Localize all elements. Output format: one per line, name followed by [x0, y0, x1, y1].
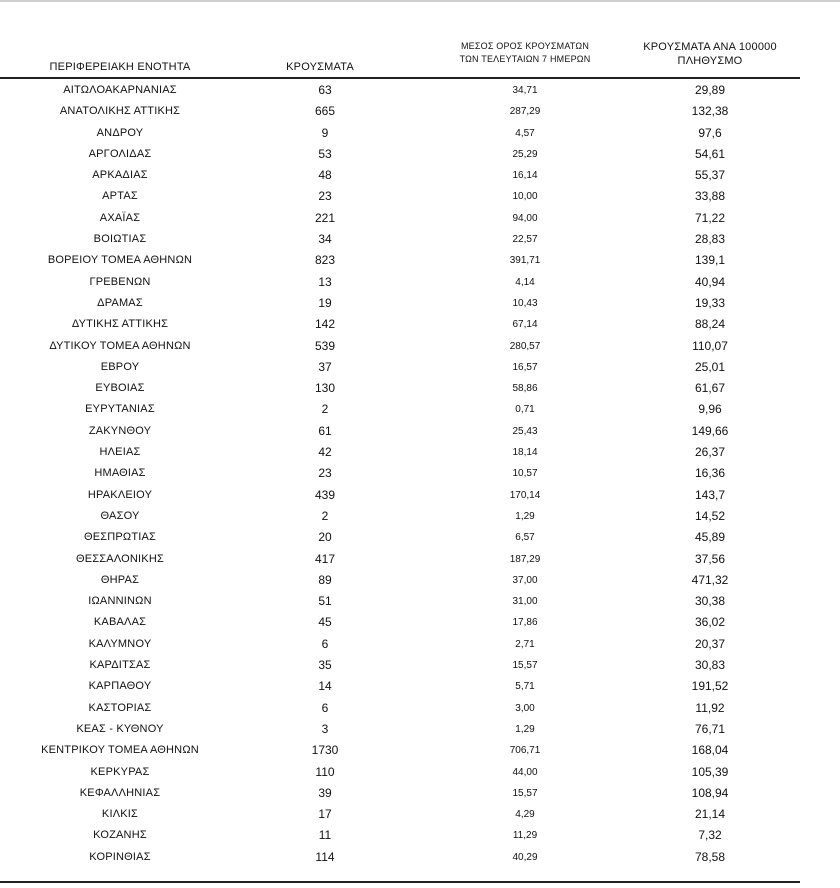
cell-avg-7-days: 4,14: [515, 276, 535, 288]
cell-avg-7-days: 10,57: [512, 468, 538, 480]
cell-per-100k: 40,94: [694, 274, 726, 289]
cell-avg-7-days: 5,71: [515, 681, 535, 693]
bottom-divider: [0, 881, 800, 883]
cell-cases: 45: [318, 615, 332, 630]
table-row: [0, 144, 840, 165]
cell-region: ΚΟΡΙΝΘΙΑΣ: [89, 850, 151, 863]
table-row: [0, 123, 840, 144]
cell-avg-7-days: 187,29: [509, 553, 541, 565]
cell-region: ΔΥΤΙΚΗΣ ΑΤΤΙΚΗΣ: [71, 318, 169, 331]
cell-per-100k: 16,36: [694, 466, 726, 481]
cell-per-100k: 37,56: [694, 551, 726, 566]
table-row: [0, 740, 840, 761]
cell-avg-7-days: 6,57: [515, 532, 535, 544]
cell-region: ΘΑΣΟΥ: [100, 509, 140, 522]
cell-per-100k: 78,58: [694, 849, 726, 864]
table-row: [0, 250, 840, 271]
cell-avg-7-days: 1,29: [515, 510, 535, 522]
header-avg-line-1: ΜΕΣΟΣ ΟΡΟΣ ΚΡΟΥΣΜΑΤΩΝ: [460, 41, 590, 51]
cell-per-100k: 30,38: [694, 594, 726, 609]
cell-avg-7-days: 1,29: [515, 723, 535, 735]
cell-region: ΒΟΡΕΙΟΥ ΤΟΜΕΑ ΑΘΗΝΩΝ: [47, 254, 193, 267]
cell-per-100k: 11,92: [695, 700, 725, 715]
cell-cases: 42: [318, 445, 332, 460]
table-row: [0, 272, 840, 293]
cell-per-100k: 21,14: [694, 807, 726, 822]
cell-avg-7-days: 22,57: [512, 234, 538, 246]
table-row: [0, 378, 840, 399]
table-row: [0, 783, 840, 804]
cell-per-100k: 28,83: [694, 232, 726, 247]
cell-cases: 14: [318, 679, 332, 694]
cell-cases: 665: [314, 104, 336, 119]
cell-cases: 35: [318, 658, 332, 673]
cell-per-100k: 7,32: [698, 828, 722, 843]
cell-region: ΚΕΦΑΛΛΗΝΙΑΣ: [79, 786, 161, 799]
cell-region: ΚΑΡΠΑΘΟΥ: [88, 680, 152, 693]
table-row: [0, 719, 840, 740]
cell-region: ΗΛΕΙΑΣ: [99, 446, 141, 459]
table-row: [0, 698, 840, 719]
cell-avg-7-days: 25,29: [512, 148, 538, 160]
cell-cases: 110: [315, 764, 335, 779]
cell-per-100k: 88,24: [694, 317, 726, 332]
cell-cases: 539: [314, 338, 336, 353]
cell-avg-7-days: 37,00: [512, 574, 538, 586]
cell-per-100k: 149,66: [691, 423, 729, 438]
cell-avg-7-days: 287,29: [509, 106, 541, 118]
table-header: [0, 38, 840, 78]
cell-cases: 34: [318, 232, 332, 247]
cell-per-100k: 36,02: [694, 615, 726, 630]
cell-region: ΕΥΒΟΙΑΣ: [95, 382, 145, 395]
cell-avg-7-days: 2,71: [515, 638, 535, 650]
top-divider: [0, 0, 840, 2]
cell-per-100k: 105,39: [691, 764, 729, 779]
table-row: [0, 804, 840, 825]
cell-per-100k: 71,22: [694, 210, 726, 225]
table-row: [0, 570, 840, 591]
cell-region: ΚΑΒΑΛΑΣ: [93, 616, 147, 629]
table-row: [0, 549, 840, 570]
table-row: [0, 399, 840, 420]
table-row: [0, 80, 840, 101]
cell-region: ΓΡΕΒΕΝΩΝ: [89, 275, 151, 288]
cell-avg-7-days: 0,71: [515, 404, 535, 416]
cell-cases: 53: [318, 146, 332, 161]
cell-per-100k: 61,67: [694, 381, 726, 396]
cell-avg-7-days: 170,14: [509, 489, 541, 501]
cell-per-100k: 132,38: [691, 104, 729, 119]
cell-per-100k: 97,6: [698, 125, 722, 140]
cell-avg-7-days: 15,57: [512, 787, 538, 799]
cell-cases: 130: [314, 381, 336, 396]
cell-per-100k: 168,04: [691, 743, 729, 758]
cell-per-100k: 33,88: [694, 189, 726, 204]
cell-cases: 417: [314, 551, 336, 566]
cell-per-100k: 14,52: [694, 508, 726, 523]
cell-avg-7-days: 4,29: [515, 809, 535, 821]
table-row: [0, 314, 840, 335]
cell-per-100k: 9,96: [698, 402, 722, 417]
cell-region: ΚΕΝΤΡΙΚΟΥ ΤΟΜΕΑ ΑΘΗΝΩΝ: [41, 744, 199, 757]
cell-avg-7-days: 67,14: [512, 319, 538, 331]
cell-region: ΚΟΖΑΝΗΣ: [93, 829, 147, 842]
cell-cases: 221: [314, 210, 336, 225]
table-row: [0, 527, 840, 548]
cell-cases: 23: [318, 189, 332, 204]
cell-region: ΘΕΣΠΡΩΤΙΑΣ: [83, 531, 157, 544]
cell-avg-7-days: 15,57: [512, 660, 538, 672]
table-row: [0, 506, 840, 527]
cell-per-100k: 191,52: [691, 679, 729, 694]
cell-region: ΚΑΛΥΜΝΟΥ: [88, 637, 152, 650]
table-row: [0, 208, 840, 229]
cell-region: ΑΧΑΪΑΣ: [99, 211, 141, 224]
cell-region: ΑΡΚΑΔΙΑΣ: [92, 169, 148, 182]
cell-per-100k: 110,07: [692, 338, 728, 353]
cell-region: ΚΕΑΣ - ΚΥΘΝΟΥ: [76, 722, 164, 735]
cell-cases: 61: [318, 423, 332, 438]
cell-per-100k: 29,89: [694, 83, 726, 97]
cell-cases: 6: [321, 636, 329, 651]
cell-avg-7-days: 25,43: [512, 425, 538, 437]
cell-cases: 48: [318, 168, 332, 183]
cell-per-100k: 20,37: [694, 636, 726, 651]
table-row: [0, 825, 840, 846]
cell-avg-7-days: 11,29: [512, 830, 538, 842]
header-per-100k: [630, 40, 790, 68]
cell-per-100k: 143,7: [694, 487, 726, 502]
cell-region: ΗΜΑΘΙΑΣ: [94, 467, 146, 480]
table-row: [0, 336, 840, 357]
cell-per-100k: 76,71: [694, 721, 726, 736]
header-per100k-line-1: ΚΡΟΥΣΜΑΤΑ ΑΝΑ 100000: [643, 41, 777, 53]
cell-avg-7-days: 391,71: [509, 255, 541, 267]
table-row: [0, 442, 840, 463]
cell-cases: 23: [318, 466, 332, 481]
cell-cases: 11: [318, 828, 332, 843]
table-row: [0, 421, 840, 442]
cell-cases: 823: [314, 253, 336, 268]
cell-region: ΚΙΛΚΙΣ: [101, 808, 139, 821]
cell-region: ΔΥΤΙΚΟΥ ΤΟΜΕΑ ΑΘΗΝΩΝ: [49, 339, 191, 352]
cell-cases: 39: [318, 785, 332, 800]
cell-region: ΒΟΙΩΤΙΑΣ: [93, 233, 147, 246]
table-row: [0, 676, 840, 697]
cell-avg-7-days: 34,71: [512, 85, 538, 96]
cell-cases: 20: [318, 530, 332, 545]
cell-region: ΑΡΤΑΣ: [102, 190, 138, 203]
table-row: [0, 847, 840, 868]
cell-per-100k: 471,32: [691, 572, 729, 587]
cell-cases: 63: [318, 83, 332, 97]
cell-per-100k: 139,1: [694, 253, 726, 268]
cell-avg-7-days: 58,86: [512, 383, 538, 395]
cell-cases: 89: [318, 572, 332, 587]
cell-region: ΑΝΔΡΟΥ: [96, 126, 144, 139]
cell-cases: 51: [318, 594, 332, 609]
cell-region: ΚΕΡΚΥΡΑΣ: [90, 765, 150, 778]
header-region: ΠΕΡΙΦΕΡΕΙΑΚΗ ΕΝΟΤΗΤΑ: [49, 61, 191, 73]
cell-avg-7-days: 31,00: [512, 596, 538, 608]
cell-region: ΔΡΑΜΑΣ: [97, 296, 143, 309]
header-divider: [0, 77, 800, 79]
cell-cases: 37: [318, 359, 332, 374]
cell-avg-7-days: 40,29: [512, 851, 538, 863]
table-row: [0, 165, 840, 186]
cell-avg-7-days: 280,57: [509, 340, 541, 352]
cell-per-100k: 55,37: [694, 168, 726, 183]
table-row: [0, 293, 840, 314]
cell-per-100k: 108,94: [691, 785, 729, 800]
cell-avg-7-days: 16,57: [512, 361, 538, 373]
cell-per-100k: 26,37: [694, 445, 726, 460]
cell-per-100k: 54,61: [694, 146, 726, 161]
header-cases: ΚΡΟΥΣΜΑΤΑ: [286, 61, 354, 73]
cell-per-100k: 45,89: [694, 530, 726, 545]
cell-region: ΘΗΡΑΣ: [100, 573, 140, 586]
table-row: [0, 591, 840, 612]
cell-cases: 17: [318, 807, 332, 822]
cell-region: ΚΑΡΔΙΤΣΑΣ: [89, 659, 151, 672]
table-row: [0, 634, 840, 655]
cell-cases: 2: [321, 508, 329, 523]
cell-cases: 13: [318, 274, 332, 289]
cell-cases: 2: [321, 402, 329, 417]
table-row: [0, 612, 840, 633]
header-per100k-line-2: ΠΛΗΘΥΣΜΟ: [677, 55, 743, 67]
cell-avg-7-days: 16,14: [512, 170, 538, 182]
cell-cases: 9: [321, 125, 329, 140]
table-body: [0, 80, 840, 868]
cell-per-100k: 25,01: [694, 359, 726, 374]
cell-cases: 3: [321, 721, 329, 736]
table-row: [0, 229, 840, 250]
cell-region: ΘΕΣΣΑΛΟΝΙΚΗΣ: [76, 552, 164, 565]
cell-avg-7-days: 10,43: [512, 297, 538, 309]
table-row: [0, 357, 840, 378]
cell-region: ΙΩΑΝΝΙΝΩΝ: [88, 595, 152, 608]
cell-region: ΕΒΡΟΥ: [100, 360, 140, 373]
cell-avg-7-days: 44,00: [512, 766, 538, 778]
cell-cases: 19: [318, 295, 332, 310]
cell-cases: 114: [315, 849, 335, 864]
cell-avg-7-days: 18,14: [512, 447, 538, 459]
cell-avg-7-days: 10,00: [512, 191, 538, 203]
cell-avg-7-days: 706,71: [509, 745, 541, 757]
table-row: [0, 655, 840, 676]
table-row: [0, 463, 840, 484]
table-row: [0, 101, 840, 122]
cell-region: ΑΡΓΟΛΙΔΑΣ: [88, 147, 152, 160]
cell-region: ΖΑΚΥΝΘΟΥ: [88, 424, 152, 437]
cell-avg-7-days: 94,00: [512, 212, 538, 224]
cell-region: ΚΑΣΤΟΡΙΑΣ: [88, 701, 152, 714]
cell-avg-7-days: 4,57: [515, 127, 535, 139]
cell-avg-7-days: 17,86: [512, 617, 538, 629]
header-avg-line-2: ΤΩΝ ΤΕΛΕΥΤΑΙΩΝ 7 ΗΜΕΡΩΝ: [459, 54, 591, 64]
header-avg-7-days: [420, 40, 630, 66]
cell-region: ΕΥΡΥΤΑΝΙΑΣ: [85, 403, 155, 416]
cell-cases: 142: [314, 317, 336, 332]
cell-cases: 439: [314, 487, 336, 502]
cell-cases: 1730: [311, 743, 339, 758]
table-row: [0, 485, 840, 506]
cell-cases: 6: [321, 700, 329, 715]
table-row: [0, 762, 840, 783]
cell-region: ΑΝΑΤΟΛΙΚΗΣ ΑΤΤΙΚΗΣ: [59, 105, 181, 118]
cell-per-100k: 30,83: [694, 658, 726, 673]
cell-region: ΑΙΤΩΛΟΑΚΑΡΝΑΝΙΑΣ: [63, 84, 177, 96]
cell-avg-7-days: 3,00: [515, 702, 535, 714]
cell-per-100k: 19,33: [694, 295, 726, 310]
cell-region: ΗΡΑΚΛΕΙΟΥ: [87, 488, 153, 501]
table-row: [0, 186, 840, 207]
